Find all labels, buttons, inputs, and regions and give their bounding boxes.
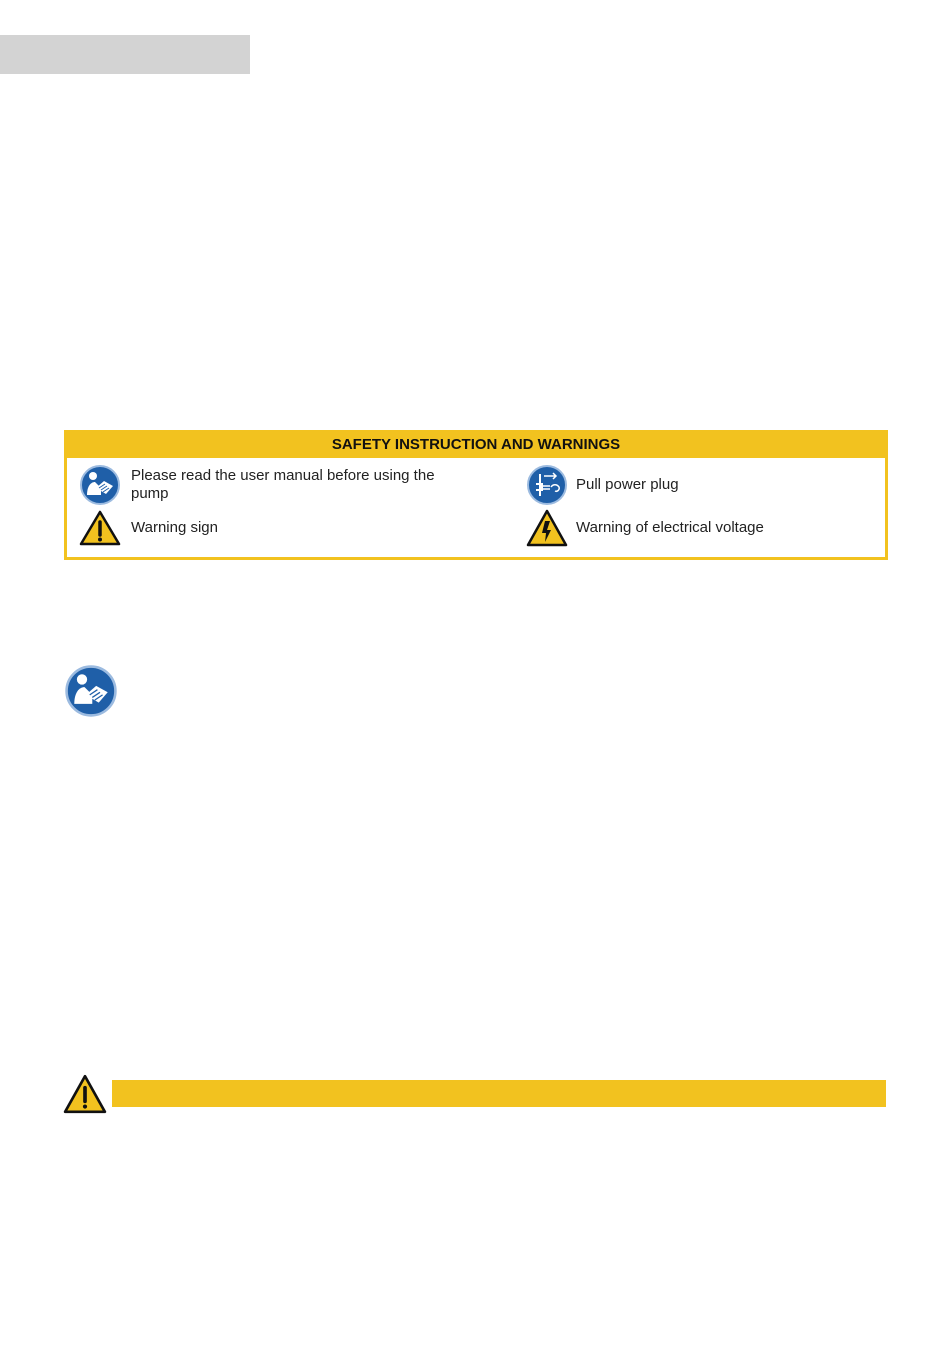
legend-item-electrical-voltage [526, 509, 764, 547]
read-manual-icon [64, 664, 118, 718]
warning-triangle-icon [63, 1074, 107, 1114]
warning-triangle-icon [79, 510, 121, 546]
warning-heading-bar [112, 1080, 886, 1107]
legend-label: Pull power plug [576, 476, 679, 493]
legend-label: Warning sign [131, 519, 218, 536]
legend-item-read-manual [79, 464, 459, 506]
pull-plug-icon [526, 464, 568, 506]
section-header-tab [0, 35, 250, 74]
legend-item-pull-plug [526, 464, 679, 506]
legend-label: Please read the user manual before using the pump [131, 467, 435, 502]
legend-item-warning-sign [79, 510, 218, 546]
legend-label: Warning of electrical voltage [576, 519, 764, 536]
read-manual-icon [79, 464, 121, 506]
safety-instructions-panel [64, 430, 888, 560]
safety-panel-title: SAFETY INSTRUCTION AND WARNINGS [64, 430, 888, 458]
electrical-voltage-icon [526, 509, 568, 547]
